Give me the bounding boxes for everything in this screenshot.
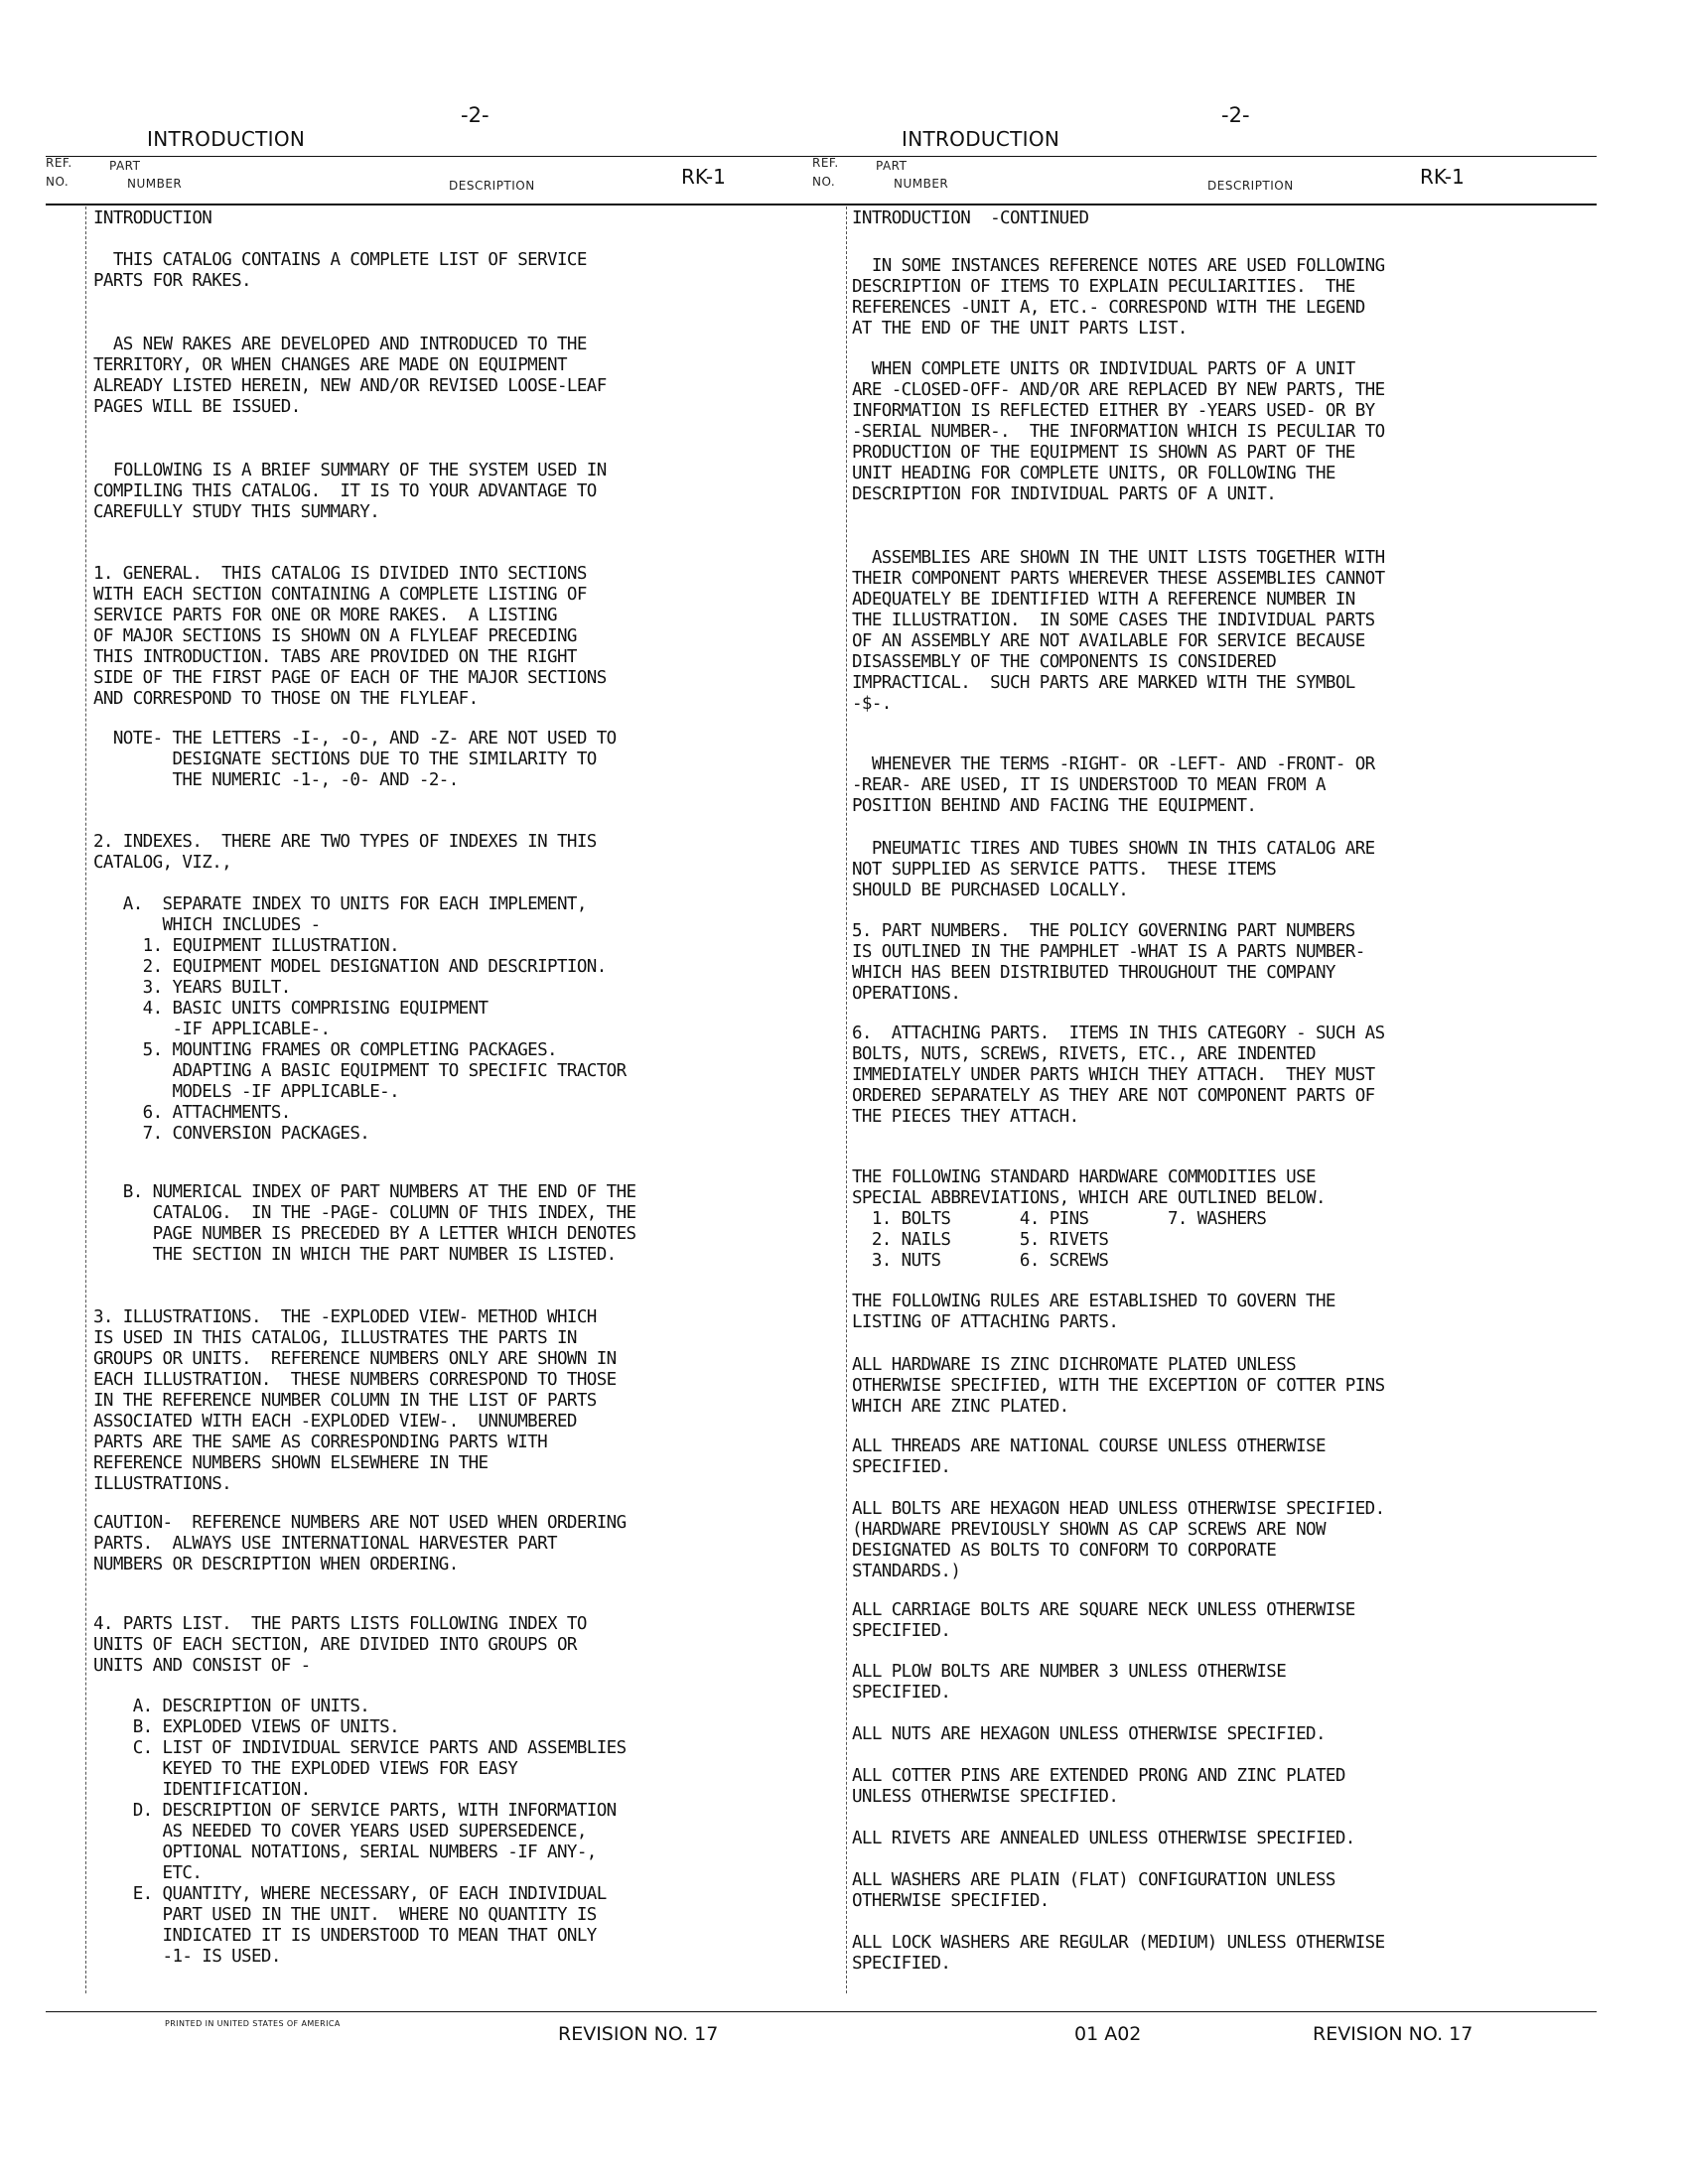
rule-item: ALL LOCK WASHERS ARE REGULAR (MEDIUM) UNLESS OTHERWISE SPECIFIED. <box>852 1933 1385 1974</box>
header-rule-top <box>812 156 1597 157</box>
header-description-label: DESCRIPTION <box>449 179 535 193</box>
attaching-parts-section: 6. ATTACHING PARTS. ITEMS IN THIS CATEGORY - SUCH AS BOLTS, NUTS, SCREWS, RIVETS, ETC., ARE INDENTED IMMEDIATELY UNDER PARTS WHICH THEY ATTACH. THEY MUST ORDERED SEPARATELY AS THEY ARE NOT COMPONENT PARTS OF THE PIECES THEY ATTACH. <box>852 1024 1385 1127</box>
header-no-label: NO. <box>812 175 836 189</box>
intro-heading: INTRODUCTION <box>93 208 212 228</box>
part-numbers-section: 5. PART NUMBERS. THE POLICY GOVERNING PART NUMBERS IS OUTLINED IN THE PAMPHLET -WHAT IS A PARTS NUMBER- WHICH HAS BEEN DISTRIBUTED THROUGHOUT THE COMPANY OPERATIONS. <box>852 921 1365 1004</box>
illustrations-section: 3. ILLUSTRATIONS. THE -EXPLODED VIEW- METHOD WHICH IS USED IN THIS CATALOG, ILLUSTRATES THE PARTS IN GROUPS OR UNITS. REFERENCE NUMBERS ONLY ARE SHOWN IN EACH ILLUSTRATION. THESE NUMBERS CORRESPOND TO THOSE IN THE REFERENCE NUMBER COLUMN IN THE LIST OF PARTS ASSOCIATED WITH EACH -EXPLODED VIEW-. UNNUMBERED PARTS ARE THE SAME AS CORRESPONDING PARTS WITH REFERENCE NUMBERS SHOWN ELSEWHERE IN THE ILLUSTRATIONS. <box>93 1307 617 1494</box>
paragraph: FOLLOWING IS A BRIEF SUMMARY OF THE SYSTEM USED IN COMPILING THIS CATALOG. IT IS TO YOUR ADVANTAGE TO CAREFULLY STUDY THIS SUMMARY. <box>93 461 607 522</box>
paragraph: THIS CATALOG CONTAINS A COMPLETE LIST OF SERVICE PARTS FOR RAKES. <box>93 250 587 291</box>
rule-item: ALL RIVETS ARE ANNEALED UNLESS OTHERWISE SPECIFIED. <box>852 1829 1355 1848</box>
rule-item: ALL PLOW BOLTS ARE NUMBER 3 UNLESS OTHERWISE SPECIFIED. <box>852 1662 1287 1703</box>
footer-code: 01 A02 <box>1074 2023 1142 2045</box>
header-no-label: NO. <box>46 175 70 189</box>
intro-continued-heading: INTRODUCTION -CONTINUED <box>852 208 1089 228</box>
section-title: INTRODUCTION <box>902 127 1060 151</box>
reference-gutter <box>85 206 86 1993</box>
rule-item: ALL BOLTS ARE HEXAGON HEAD UNLESS OTHERWISE SPECIFIED. (HARDWARE PREVIOUSLY SHOWN AS CAP SCREWS ARE NOW DESIGNATED AS BOLTS TO CONFORM TO CORPORATE STANDARDS.) <box>852 1499 1385 1581</box>
indexes-section: 2. INDEXES. THERE ARE TWO TYPES OF INDEXES IN THIS CATALOG, VIZ., <box>93 832 597 873</box>
paragraph: AS NEW RAKES ARE DEVELOPED AND INTRODUCED TO THE TERRITORY, OR WHEN CHANGES ARE MADE ON EQUIPMENT ALREADY LISTED HEREIN, NEW AND/OR REVISED LOOSE-LEAF PAGES WILL BE ISSUED. <box>93 335 607 417</box>
header-rule-bottom <box>812 204 1597 205</box>
index-list-a: A. SEPARATE INDEX TO UNITS FOR EACH IMPLEMENT, WHICH INCLUDES - 1. EQUIPMENT ILLUSTRATION. 2. EQUIPMENT MODEL DESIGNATION AND DESCRIPTION. 3. YEARS BUILT. 4. BASIC UNITS COMPRISING EQUIPMENT -IF APPLICABLE-. 5. MOUNTING FRAMES OR COMPLETING PACKAGES. ADAPTING A BASIC EQUIPMENT TO SPECIFIC TRACTOR MODELS -IF APPLICABLE-. 6. ATTACHMENTS. 7. CONVERSION PACKAGES. <box>122 894 627 1144</box>
paragraph: IN SOME INSTANCES REFERENCE NOTES ARE USED FOLLOWING DESCRIPTION OF ITEMS TO EXPLAIN PECULIARITIES. THE REFERENCES -UNIT A, ETC.- CORRESPOND WITH THE LEGEND AT THE END OF THE UNIT PARTS LIST. <box>852 256 1385 339</box>
revision-number: REVISION NO. 17 <box>1313 2023 1474 2045</box>
rule-item: ALL THREADS ARE NATIONAL COURSE UNLESS OTHERWISE SPECIFIED. <box>852 1436 1326 1477</box>
rule-item: ALL NUTS ARE HEXAGON UNLESS OTHERWISE SPECIFIED. <box>852 1724 1326 1744</box>
general-section: 1. GENERAL. THIS CATALOG IS DIVIDED INTO SECTIONS WITH EACH SECTION CONTAINING A COMPLETE LISTING OF SERVICE PARTS FOR ONE OR MORE RAKES. A LISTING OF MAJOR SECTIONS IS SHOWN ON A FLYLEAF PRECEDING THIS INTRODUCTION. TABS ARE PROVIDED ON THE RIGHT SIDE OF THE FIRST PAGE OF EACH OF THE MAJOR SECTIONS AND CORRESPOND TO THOSE ON THE FLYLEAF. <box>93 564 607 709</box>
rule-item: ALL WASHERS ARE PLAIN (FLAT) CONFIGURATION UNLESS OTHERWISE SPECIFIED. <box>852 1870 1335 1911</box>
caution: CAUTION- REFERENCE NUMBERS ARE NOT USED WHEN ORDERING PARTS. ALWAYS USE INTERNATIONAL HARVESTER PART NUMBERS OR DESCRIPTION WHEN ORDERING. <box>93 1513 627 1574</box>
paragraph: THE FOLLOWING RULES ARE ESTABLISHED TO GOVERN THE LISTING OF ATTACHING PARTS. <box>852 1292 1335 1332</box>
left-page <box>46 0 830 2184</box>
printed-in-label: PRINTED IN UNITED STATES OF AMERICA <box>165 2019 341 2028</box>
page-number: -2- <box>1221 103 1250 127</box>
paragraph: PNEUMATIC TIRES AND TUBES SHOWN IN THIS CATALOG ARE NOT SUPPLIED AS SERVICE PATTS. THESE ITEMS SHOULD BE PURCHASED LOCALLY. <box>852 839 1375 900</box>
parts-list-section: 4. PARTS LIST. THE PARTS LISTS FOLLOWING INDEX TO UNITS OF EACH SECTION, ARE DIVIDED INTO GROUPS OR UNITS AND CONSIST OF - <box>93 1614 587 1676</box>
header-number-label: NUMBER <box>127 177 183 191</box>
footer-rule <box>812 2011 1597 2012</box>
rule-item: ALL CARRIAGE BOLTS ARE SQUARE NECK UNLESS OTHERWISE SPECIFIED. <box>852 1600 1355 1641</box>
footer-rule <box>46 2011 830 2012</box>
header-ref-label: REF. <box>46 156 72 170</box>
page-number: -2- <box>461 103 490 127</box>
note: NOTE- THE LETTERS -I-, -O-, AND -Z- ARE NOT USED TO DESIGNATE SECTIONS DUE TO THE SIMILARITY TO THE NUMERIC -1-, -0- AND -2-. <box>112 729 617 790</box>
catalog-code: RK-1 <box>1420 165 1465 189</box>
header-rule-top <box>46 156 830 157</box>
rule-item: ALL COTTER PINS ARE EXTENDED PRONG AND ZINC PLATED UNLESS OTHERWISE SPECIFIED. <box>852 1766 1345 1807</box>
header-ref-label: REF. <box>812 156 839 170</box>
header-number-label: NUMBER <box>894 177 949 191</box>
catalog-code: RK-1 <box>681 165 726 189</box>
header-part-label: PART <box>876 159 908 173</box>
hardware-abbreviations: THE FOLLOWING STANDARD HARDWARE COMMODITIES USE SPECIAL ABBREVIATIONS, WHICH ARE OUTLINED BELOW. 1. BOLTS 4. PINS 7. WASHERS 2. NAILS 5. RIVETS 3. NUTS 6. SCREWS <box>852 1167 1326 1271</box>
revision-number: REVISION NO. 17 <box>558 2023 719 2045</box>
reference-gutter <box>846 206 847 1993</box>
paragraph: WHENEVER THE TERMS -RIGHT- OR -LEFT- AND -FRONT- OR -REAR- ARE USED, IT IS UNDERSTOOD TO MEAN FROM A POSITION BEHIND AND FACING THE EQUIPMENT. <box>852 754 1375 816</box>
paragraph: ASSEMBLIES ARE SHOWN IN THE UNIT LISTS TOGETHER WITH THEIR COMPONENT PARTS WHEREVER THESE ASSEMBLIES CANNOT ADEQUATELY BE IDENTIFIED WITH A REFERENCE NUMBER IN THE ILLUSTRATION. IN SOME CASES THE INDIVIDUAL PARTS OF AN ASSEMBLY ARE NOT AVAILABLE FOR SERVICE BECAUSE DISASSEMBLY OF THE COMPONENTS IS CONSIDERED IMPRACTICAL. SUCH PARTS ARE MARKED WITH THE SYMBOL -$-. <box>852 548 1385 714</box>
header-part-label: PART <box>109 159 141 173</box>
section-title: INTRODUCTION <box>147 127 306 151</box>
index-list-b: B. NUMERICAL INDEX OF PART NUMBERS AT THE END OF THE CATALOG. IN THE -PAGE- COLUMN OF THIS INDEX, THE PAGE NUMBER IS PRECEDED BY A LETTER WHICH DENOTES THE SECTION IN WHICH THE PART NUMBER IS LISTED. <box>122 1182 636 1265</box>
paragraph: WHEN COMPLETE UNITS OR INDIVIDUAL PARTS OF A UNIT ARE -CLOSED-OFF- AND/OR ARE REPLACED BY NEW PARTS, THE INFORMATION IS REFLECTED EITHER BY -YEARS USED- OR BY -SERIAL NUMBER-. THE INFORMATION WHICH IS PECULIAR TO PRODUCTION OF THE EQUIPMENT IS SHOWN AS PART OF THE UNIT HEADING FOR COMPLETE UNITS, OR FOLLOWING THE DESCRIPTION FOR INDIVIDUAL PARTS OF A UNIT. <box>852 359 1385 504</box>
header-description-label: DESCRIPTION <box>1207 179 1294 193</box>
parts-list-items: A. DESCRIPTION OF UNITS. B. EXPLODED VIEWS OF UNITS. C. LIST OF INDIVIDUAL SERVICE PARTS AND ASSEMBLIES KEYED TO THE EXPLODED VIEWS FOR EASY IDENTIFICATION. D. DESCRIPTION OF SERVICE PARTS, WITH INFORMATION AS NEEDED TO COVER YEARS USED SUPERSEDENCE, OPTIONAL NOTATIONS, SERIAL NUMBERS -IF ANY-, ETC. E. QUANTITY, WHERE NECESSARY, OF EACH INDIVIDUAL PART USED IN THE UNIT. WHERE NO QUANTITY IS INDICATED IT IS UNDERSTOOD TO MEAN THAT ONLY -1- IS USED. <box>132 1697 627 1967</box>
right-page <box>812 0 1597 2184</box>
header-rule-bottom <box>46 204 830 205</box>
rule-item: ALL HARDWARE IS ZINC DICHROMATE PLATED UNLESS OTHERWISE SPECIFIED, WITH THE EXCEPTION OF COTTER PINS WHICH ARE ZINC PLATED. <box>852 1355 1385 1417</box>
